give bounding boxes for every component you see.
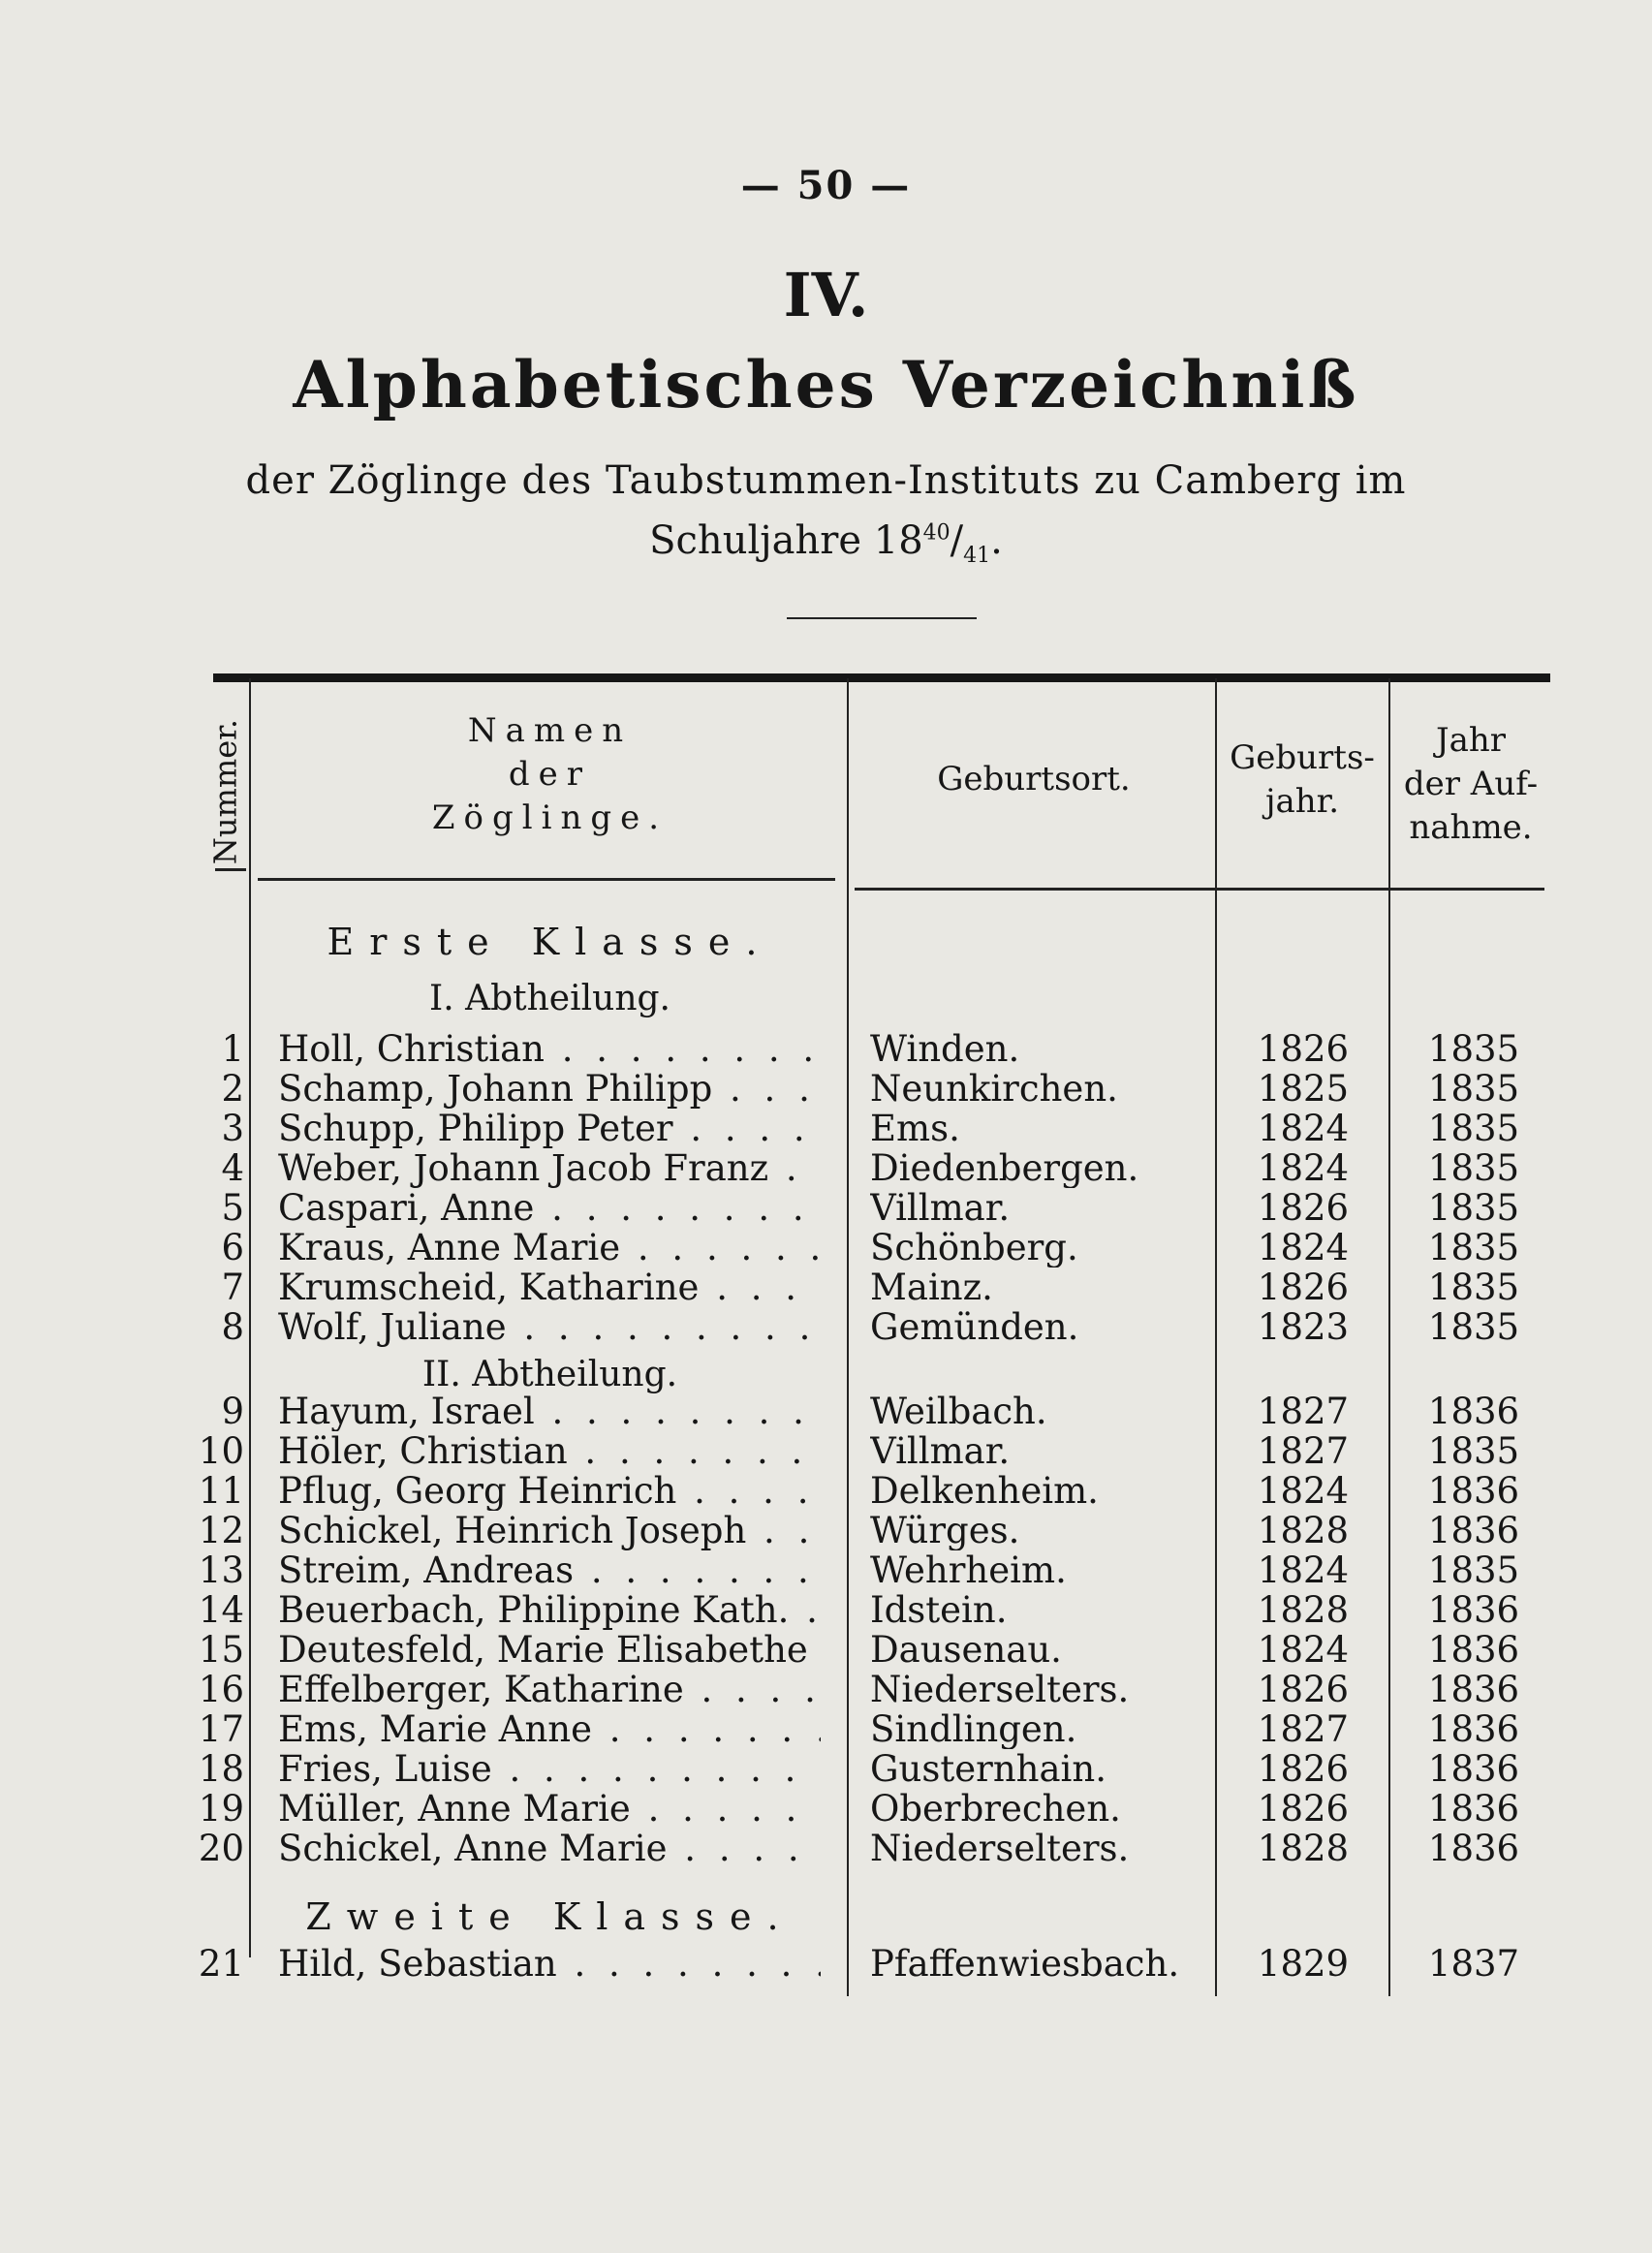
admission-year: 1835	[1427, 1267, 1520, 1308]
birth-year: 1828	[1257, 1589, 1350, 1631]
pupil-name: Deutesfeld, Marie Elisabethe . . .	[278, 1630, 821, 1670]
pupil-name: Höler, Christian . . .	[278, 1431, 821, 1471]
pupil-name: Schickel, Anne Marie . . .	[278, 1829, 821, 1868]
division-heading-1: I. Abtheilung.	[429, 979, 670, 1018]
admission-year: 1835	[1427, 1108, 1520, 1149]
header-names	[257, 709, 843, 840]
pupil-name: Holl, Christian . . .	[278, 1029, 821, 1069]
birth-year: 1824	[1257, 1108, 1350, 1149]
table-row	[0, 1670, 1652, 1709]
row-number: 16	[198, 1669, 244, 1710]
header-admission	[1391, 719, 1550, 850]
birthplace: Winden.	[870, 1029, 1020, 1069]
subtitle-suffix: .	[990, 518, 1003, 563]
page-number: — 50 —	[740, 163, 912, 208]
table-row	[0, 1944, 1652, 1984]
pupil-name: Schupp, Philipp Peter . . .	[278, 1109, 821, 1148]
admission-year: 1835	[1427, 1028, 1520, 1070]
pupil-name: Effelberger, Katharine . . .	[278, 1670, 821, 1709]
admission-year: 1836	[1427, 1828, 1520, 1869]
birthplace: Weilbach.	[870, 1392, 1047, 1431]
birthplace: Pfaffenwiesbach.	[870, 1944, 1180, 1984]
pupil-name: Beuerbach, Philippine Kath. . . .	[278, 1590, 821, 1630]
table-row	[0, 1267, 1652, 1307]
pupil-name: Streim, Andreas . . .	[278, 1550, 821, 1590]
birth-year: 1824	[1257, 1227, 1350, 1268]
row-number: 6	[221, 1227, 244, 1268]
birthplace: Gemünden.	[870, 1307, 1079, 1347]
header-rule-right	[855, 888, 1544, 891]
birth-year: 1828	[1257, 1828, 1350, 1869]
subtitle-line-2	[0, 518, 1652, 568]
pupil-name: Wolf, Juliane . . .	[278, 1307, 821, 1347]
birthplace: Diedenbergen.	[870, 1148, 1139, 1188]
header-number	[206, 700, 245, 884]
table-row	[0, 1307, 1652, 1347]
table-row	[0, 1392, 1652, 1431]
row-number: 5	[221, 1187, 244, 1229]
admission-year: 1835	[1427, 1430, 1520, 1472]
birthplace: Gusternhain.	[870, 1749, 1107, 1789]
birth-year: 1824	[1257, 1147, 1350, 1189]
admission-year: 1836	[1427, 1589, 1520, 1631]
admission-year: 1836	[1427, 1629, 1520, 1671]
birth-year: 1828	[1257, 1510, 1350, 1551]
row-number: 17	[198, 1708, 244, 1750]
birthplace: Delkenheim.	[870, 1471, 1099, 1511]
pupil-name: Pflug, Georg Heinrich . . .	[278, 1471, 821, 1511]
header-rule-names	[258, 878, 835, 881]
table-row	[0, 1630, 1652, 1670]
admission-year: 1836	[1427, 1470, 1520, 1512]
pupil-name: Weber, Johann Jacob Franz . . .	[278, 1148, 821, 1188]
subtitle-year-separator: /	[950, 518, 964, 563]
header-admission-line-2: der Auf-	[1403, 765, 1539, 803]
row-number: 9	[221, 1391, 244, 1432]
table-row	[0, 1148, 1652, 1188]
admission-year: 1836	[1427, 1669, 1520, 1710]
row-number: 13	[198, 1549, 244, 1591]
birth-year: 1827	[1257, 1708, 1350, 1750]
pupil-name: Krumscheid, Katharine . . .	[278, 1267, 821, 1307]
birth-year: 1827	[1257, 1391, 1350, 1432]
admission-year: 1835	[1427, 1549, 1520, 1591]
table-row	[0, 1511, 1652, 1550]
row-number: 19	[198, 1788, 244, 1830]
subtitle-year-from: 40	[922, 520, 951, 546]
admission-year: 1836	[1427, 1391, 1520, 1432]
birth-year: 1824	[1257, 1629, 1350, 1671]
birth-year: 1826	[1257, 1028, 1350, 1070]
table-row	[0, 1709, 1652, 1749]
admission-year: 1836	[1427, 1510, 1520, 1551]
birth-year: 1826	[1257, 1669, 1350, 1710]
pupil-name: Kraus, Anne Marie . . .	[278, 1228, 821, 1267]
pupil-name: Schickel, Heinrich Joseph . . .	[278, 1511, 821, 1550]
birth-year: 1826	[1257, 1267, 1350, 1308]
admission-year: 1836	[1427, 1708, 1520, 1750]
birth-year: 1824	[1257, 1470, 1350, 1512]
table-row	[0, 1471, 1652, 1511]
birth-year: 1827	[1257, 1430, 1350, 1472]
pupil-name: Schamp, Johann Philipp . . .	[278, 1069, 821, 1109]
birthplace: Dausenau.	[870, 1630, 1062, 1670]
row-number: 15	[198, 1629, 244, 1671]
title-divider	[787, 617, 977, 619]
admission-year: 1837	[1427, 1943, 1520, 1985]
birth-year: 1826	[1257, 1788, 1350, 1830]
row-number: 12	[198, 1510, 244, 1551]
table-row	[0, 1590, 1652, 1630]
birthplace: Schönberg.	[870, 1228, 1078, 1267]
admission-year: 1835	[1427, 1227, 1520, 1268]
division-heading-2: II. Abtheilung.	[421, 1355, 678, 1394]
birth-year: 1825	[1257, 1068, 1350, 1110]
header-admission-line-3: nahme.	[1409, 808, 1533, 847]
pupil-name: Ems, Marie Anne . . .	[278, 1709, 821, 1749]
table-row	[0, 1829, 1652, 1868]
page-title: Alphabetisches Verzeichniß	[293, 347, 1359, 422]
row-number: 18	[198, 1748, 244, 1790]
header-birthyear	[1217, 736, 1387, 824]
class-heading-first: Erste Klasse.	[327, 921, 773, 963]
table-top-rule	[213, 673, 1550, 682]
table-row	[0, 1789, 1652, 1829]
section-numeral: IV.	[783, 260, 869, 330]
birthplace: Villmar.	[870, 1431, 1011, 1471]
pupil-name: Hild, Sebastian . . .	[278, 1944, 821, 1984]
pupil-name: Fries, Luise . . .	[278, 1749, 821, 1789]
pupil-name: Müller, Anne Marie . . .	[278, 1789, 821, 1829]
birthplace: Neunkirchen.	[870, 1069, 1118, 1109]
birth-year: 1829	[1257, 1943, 1350, 1985]
admission-year: 1836	[1427, 1788, 1520, 1830]
birthplace: Niederselters.	[870, 1670, 1130, 1709]
birthplace: Oberbrechen.	[870, 1789, 1121, 1829]
class-heading-second: Zweite Klasse.	[305, 1895, 795, 1938]
birthplace: Würges.	[870, 1511, 1020, 1550]
birthplace: Sindlingen.	[870, 1709, 1077, 1749]
subtitle-line-1: der Zöglinge des Taubstummen-Instituts zu Camberg im	[245, 458, 1407, 503]
row-number: 4	[221, 1147, 244, 1189]
birthplace: Niederselters.	[870, 1829, 1130, 1868]
admission-year: 1835	[1427, 1187, 1520, 1229]
birthplace: Wehrheim.	[870, 1550, 1067, 1590]
subtitle-prefix: Schuljahre 18	[649, 518, 923, 563]
subtitle-year-to: 41	[963, 544, 991, 568]
admission-year: 1835	[1427, 1306, 1520, 1348]
birth-year: 1823	[1257, 1306, 1350, 1348]
table-row	[0, 1109, 1652, 1148]
birthplace: Villmar.	[870, 1188, 1011, 1228]
row-number: 20	[198, 1828, 244, 1869]
header-birthyear-line-2: jahr.	[1264, 782, 1340, 821]
row-number: 2	[221, 1068, 244, 1110]
row-number: 3	[221, 1108, 244, 1149]
row-number: 11	[198, 1470, 244, 1512]
admission-year: 1835	[1427, 1147, 1520, 1189]
birthplace: Idstein.	[870, 1590, 1008, 1630]
birthplace: Ems.	[870, 1109, 960, 1148]
row-number: 1	[221, 1028, 244, 1070]
row-number: 10	[198, 1430, 244, 1472]
birth-year: 1826	[1257, 1748, 1350, 1790]
header-birthplace: Geburtsort.	[937, 760, 1131, 798]
table-row	[0, 1029, 1652, 1069]
birth-year: 1824	[1257, 1549, 1350, 1591]
row-number: 8	[221, 1306, 244, 1348]
header-names-line-2: der	[508, 755, 592, 794]
row-number: 21	[198, 1943, 244, 1985]
table-row	[0, 1069, 1652, 1109]
table-row	[0, 1550, 1652, 1590]
table-row	[0, 1431, 1652, 1471]
header-admission-line-1: Jahr	[1435, 721, 1507, 760]
pupil-name: Hayum, Israel . . .	[278, 1392, 821, 1431]
header-names-line-3: Zöglinge.	[431, 798, 669, 837]
pupil-name: Caspari, Anne . . .	[278, 1188, 821, 1228]
header-names-line-1: Namen	[467, 711, 633, 750]
row-number: 14	[198, 1589, 244, 1631]
header-number-label: Nummer.	[206, 718, 244, 865]
birth-year: 1826	[1257, 1187, 1350, 1229]
table-row	[0, 1228, 1652, 1267]
birthplace: Mainz.	[870, 1267, 993, 1307]
row-number: 7	[221, 1267, 244, 1308]
table-row	[0, 1188, 1652, 1228]
header-birthyear-line-1: Geburts-	[1230, 738, 1375, 777]
admission-year: 1835	[1427, 1068, 1520, 1110]
admission-year: 1836	[1427, 1748, 1520, 1790]
table-row	[0, 1749, 1652, 1789]
